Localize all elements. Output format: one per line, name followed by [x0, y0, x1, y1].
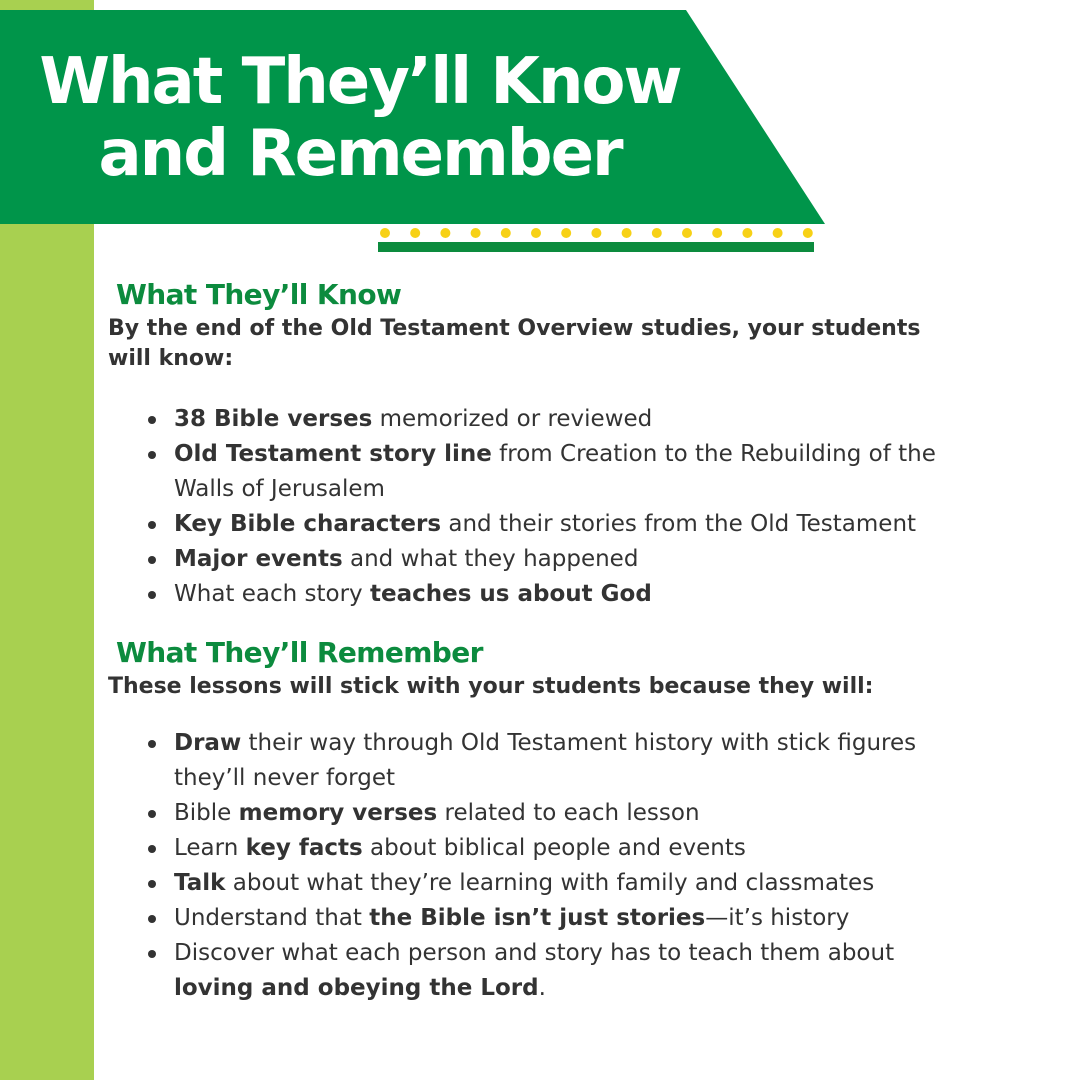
bullet-icon: [148, 915, 156, 923]
remember-item-text: about what they’re learning with family and classmates: [225, 870, 875, 896]
bullet-icon: [148, 810, 156, 818]
remember-item-text: related to each lesson: [437, 800, 700, 826]
know-section: [108, 276, 1028, 612]
remember-item-text: —it’s history: [705, 905, 850, 931]
title-banner: [0, 10, 825, 224]
yellow-dot: [561, 228, 571, 238]
know-item-text: memorized or reviewed: [372, 406, 653, 432]
bullet-icon: [148, 880, 156, 888]
remember-item-bold: Talk: [174, 870, 226, 896]
remember-intro: These lessons will stick with your students because they will:: [108, 674, 874, 699]
remember-item: [146, 866, 1028, 901]
main-content: [108, 276, 1028, 1006]
know-item-text: What each story: [174, 581, 370, 607]
bullet-icon: [148, 845, 156, 853]
remember-item-text: Discover what each person and story has to teach them about: [174, 940, 895, 966]
bullet-icon: [148, 950, 156, 958]
yellow-dot: [380, 228, 390, 238]
bullet-icon: [148, 591, 156, 599]
know-intro-line-1: By the end of the Old Testament Overview studies, your students: [108, 316, 921, 341]
divider-underline: [378, 242, 814, 252]
know-item-text-continued: Walls of Jerusalem: [174, 476, 385, 502]
know-heading: What They’ll Know: [116, 278, 402, 311]
remember-item-text-continued: .: [538, 975, 546, 1001]
know-item-bold: teaches us about God: [369, 581, 652, 607]
bullet-icon: [148, 556, 156, 564]
remember-item-text: their way through Old Testament history with stick figures: [241, 730, 917, 756]
yellow-dot: [622, 228, 632, 238]
remember-item-bold: memory verses: [238, 800, 438, 826]
know-item-bold: 38 Bible verses: [174, 406, 373, 432]
remember-item-text: Learn: [174, 835, 246, 861]
remember-item: [146, 936, 1028, 1006]
know-item-text: and what they happened: [342, 546, 639, 572]
bullet-icon: [148, 521, 156, 529]
yellow-dot: [531, 228, 541, 238]
yellow-dot: [591, 228, 601, 238]
know-list: [108, 402, 1028, 612]
know-item: [146, 542, 1028, 577]
yellow-dot: [410, 228, 420, 238]
remember-item: [146, 726, 1028, 796]
yellow-dot: [773, 228, 783, 238]
remember-item-text-continued: they’ll never forget: [174, 765, 396, 791]
know-item-text: and their stories from the Old Testament: [441, 511, 917, 537]
know-intro: [108, 314, 1028, 374]
yellow-dot: [682, 228, 692, 238]
know-intro-line-2: will know:: [108, 346, 234, 371]
know-item-bold: Old Testament story line: [174, 441, 492, 467]
yellow-dot: [712, 228, 722, 238]
know-item: [146, 402, 1028, 437]
yellow-dot: [440, 228, 450, 238]
page-title: [0, 46, 720, 190]
remember-section: [108, 634, 1028, 1006]
remember-list: [108, 726, 1028, 1006]
yellow-dot: [471, 228, 481, 238]
know-item: [146, 437, 1028, 507]
dot-row: [380, 228, 813, 238]
remember-item-text: Understand that: [174, 905, 370, 931]
remember-item-bold: Draw: [174, 730, 242, 756]
know-item-bold: Major events: [174, 546, 343, 572]
remember-item-bold: the Bible isn’t just stories: [369, 905, 706, 931]
remember-item: [146, 831, 1028, 866]
know-item: [146, 507, 1028, 542]
decorative-dot-divider: [378, 226, 814, 254]
bullet-icon: [148, 416, 156, 424]
remember-item: [146, 796, 1028, 831]
remember-item: [146, 901, 1028, 936]
page-title-line-1: What They’ll Know: [39, 45, 681, 119]
remember-item-bold: key facts: [245, 835, 363, 861]
bullet-icon: [148, 451, 156, 459]
know-item-text: from Creation to the Rebuilding of the: [491, 441, 936, 467]
bullet-icon: [148, 740, 156, 748]
remember-item-text: about biblical people and events: [362, 835, 746, 861]
yellow-dot: [742, 228, 752, 238]
yellow-dot: [803, 228, 813, 238]
remember-heading: What They’ll Remember: [116, 636, 483, 669]
remember-item-bold: loving and obeying the Lord: [174, 975, 539, 1001]
page-title-line-2: and Remember: [98, 117, 622, 191]
yellow-dot: [652, 228, 662, 238]
remember-item-text: Bible: [174, 800, 239, 826]
yellow-dot: [501, 228, 511, 238]
know-item-bold: Key Bible characters: [174, 511, 442, 537]
know-item: [146, 577, 1028, 612]
